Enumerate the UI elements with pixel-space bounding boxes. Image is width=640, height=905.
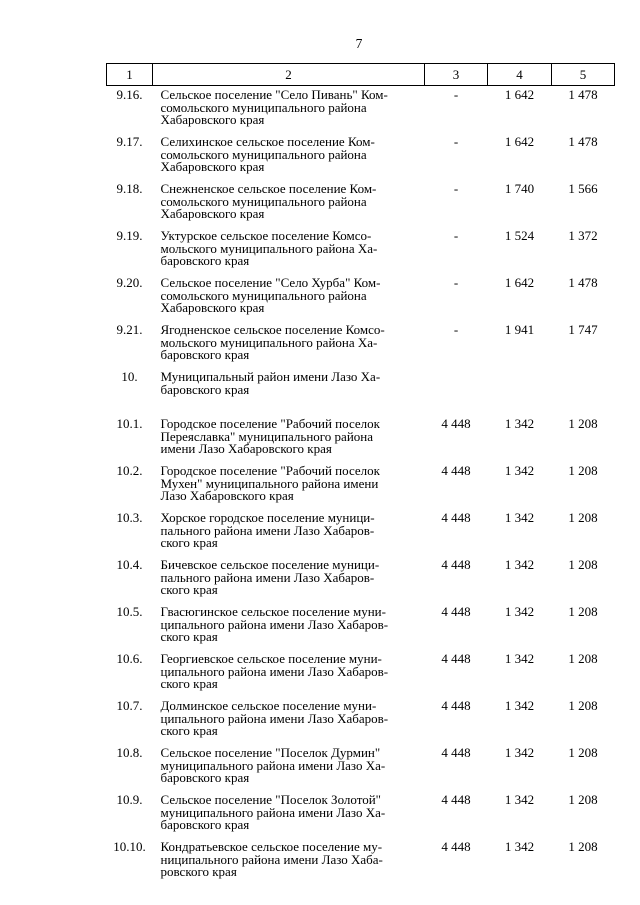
column-5-value-cell: 1 208 (568, 792, 598, 807)
column-4-value-cell: 1 342 (504, 416, 535, 431)
column-3-value-cell: 4 448 (441, 604, 471, 619)
column-3-value-cell: 4 448 (441, 792, 471, 807)
column-5-value-cell: 1 478 (568, 134, 598, 149)
column-4-value-cell: 1 342 (504, 745, 535, 760)
column-5-value-cell: 1 208 (568, 698, 598, 713)
table-row (107, 651, 615, 698)
column-5-value-cell: 1 208 (568, 510, 598, 525)
column-4-value-cell: 1 342 (504, 510, 535, 525)
row-number-cell: 10.6. (116, 651, 143, 666)
row-number-cell: 10.7. (116, 698, 143, 713)
table-header-row (107, 64, 615, 86)
settlement-name-cell: Гвасюгинское сельское поселение муни- ципального района имени Лазо Хабаров- ского края (160, 604, 389, 644)
column-3-value-cell (425, 369, 488, 416)
row-number-cell: 9.21. (116, 322, 143, 337)
column-4-value-cell: 1 642 (504, 275, 535, 290)
settlement-name-cell: Уктурское сельское поселение Комсо- мольского муниципального района Ха- баровского края (160, 228, 378, 268)
settlement-name-cell: Городское поселение "Рабочий поселок Переяславка" муниципального района имени Лазо Хабаровского края (160, 416, 380, 456)
column-3-value-cell: 4 448 (441, 416, 471, 431)
column-header: 1 (107, 64, 153, 86)
column-4-value-cell: 1 342 (504, 604, 535, 619)
column-4-value-cell: 1 342 (504, 557, 535, 572)
column-4-value-cell: 1 642 (504, 87, 535, 102)
column-header: 3 (425, 64, 488, 86)
column-3-value-cell: 4 448 (441, 698, 471, 713)
settlement-name-cell: Сельское поселение "Поселок Золотой" муниципального района имени Лазо Ха- баровского края (160, 792, 386, 832)
column-4-value-cell (488, 369, 552, 416)
settlement-name-cell: Селихинское сельское поселение Ком- сомольского муниципального района Хабаровского края (160, 134, 375, 174)
row-number-cell: 10.10. (113, 839, 146, 854)
table-row (107, 369, 615, 416)
column-5-value-cell: 1 208 (568, 463, 598, 478)
page-number: 7 (355, 36, 363, 51)
column-4-value-cell: 1 642 (504, 134, 535, 149)
table-row (107, 792, 615, 839)
table-row (107, 698, 615, 745)
row-number-cell: 9.16. (116, 87, 143, 102)
column-3-value-cell: - (453, 275, 459, 290)
row-number-cell: 10.3. (116, 510, 143, 525)
row-number-cell: 9.17. (116, 134, 143, 149)
settlement-name-cell: Сельское поселение "Поселок Дурмин" муниципального района имени Лазо Ха- баровского края (160, 745, 386, 785)
settlement-name-cell: Кондратьевское сельское поселение му- ниципального района имени Лазо Хаба- ровского края (160, 839, 383, 879)
table-row (107, 181, 615, 228)
table-row (107, 510, 615, 557)
settlement-name-cell: Бичевское сельское поселение муници- пального района имени Лазо Хабаров- ского края (160, 557, 380, 597)
row-number-cell: 10.8. (116, 745, 143, 760)
table-row (107, 416, 615, 463)
row-number-cell: 9.18. (116, 181, 143, 196)
column-4-value-cell: 1 342 (504, 792, 535, 807)
column-3-value-cell: 4 448 (441, 510, 471, 525)
table-row (107, 86, 615, 135)
row-number-cell: 10.2. (116, 463, 143, 478)
data-table (106, 63, 615, 886)
column-3-value-cell: 4 448 (441, 557, 471, 572)
settlement-name-cell: Георгиевское сельское поселение муни- ципального района имени Лазо Хабаров- ского края (160, 651, 389, 691)
table-body (107, 86, 615, 887)
column-3-value-cell: - (453, 87, 459, 102)
row-number-cell: 10. (121, 369, 138, 384)
settlement-name-cell: Сельское поселение "Село Пивань" Ком- сомольского муниципального района Хабаровского края (160, 87, 388, 127)
row-number-cell: 9.19. (116, 228, 143, 243)
row-number-cell: 10.4. (116, 557, 143, 572)
column-4-value-cell: 1 342 (504, 698, 535, 713)
row-number-cell: 10.9. (116, 792, 143, 807)
table-row (107, 745, 615, 792)
column-4-value-cell: 1 740 (504, 181, 535, 196)
settlement-name-cell: Хорское городское поселение муници- пального района имени Лазо Хабаров- ского края (160, 510, 375, 550)
column-5-value-cell: 1 747 (568, 322, 598, 337)
table-row (107, 604, 615, 651)
column-4-value-cell: 1 524 (504, 228, 535, 243)
row-number-cell: 9.20. (116, 275, 143, 290)
column-4-value-cell: 1 342 (504, 463, 535, 478)
column-5-value-cell: 1 478 (568, 87, 598, 102)
column-3-value-cell: - (453, 134, 459, 149)
table-row (107, 134, 615, 181)
column-3-value-cell: - (453, 181, 459, 196)
column-header: 2 (153, 64, 425, 86)
table-row (107, 228, 615, 275)
column-3-value-cell: 4 448 (441, 745, 471, 760)
table-row (107, 275, 615, 322)
column-header: 5 (552, 64, 615, 86)
column-3-value-cell: - (453, 322, 459, 337)
settlement-name-cell: Сельское поселение "Село Хурба" Ком- сомольского муниципального района Хабаровского края (160, 275, 381, 315)
row-number-cell: 10.1. (116, 416, 143, 431)
settlement-name-cell: Долминское сельское поселение муни- ципального района имени Лазо Хабаров- ского края (160, 698, 389, 738)
column-5-value-cell: 1 208 (568, 604, 598, 619)
column-3-value-cell: 4 448 (441, 651, 471, 666)
column-4-value-cell: 1 342 (504, 651, 535, 666)
column-3-value-cell: 4 448 (441, 839, 471, 854)
settlement-name-cell: Снежненское сельское поселение Ком- сомольского муниципального района Хабаровского края (160, 181, 377, 221)
column-5-value-cell: 1 372 (568, 228, 598, 243)
settlement-name-cell: Ягодненское сельское поселение Комсо- мольского муниципального района Ха- баровского края (160, 322, 385, 362)
column-4-value-cell: 1 342 (504, 839, 535, 854)
column-3-value-cell: - (453, 228, 459, 243)
column-3-value-cell: 4 448 (441, 463, 471, 478)
table-row (107, 557, 615, 604)
column-5-value-cell: 1 478 (568, 275, 598, 290)
row-number-cell: 10.5. (116, 604, 143, 619)
table-row (107, 839, 615, 886)
column-5-value-cell (552, 369, 615, 416)
column-header: 4 (488, 64, 552, 86)
settlement-name-cell: Муниципальный район имени Лазо Ха- баровского края (160, 369, 381, 397)
settlement-name-cell: Городское поселение "Рабочий поселок Мухен" муниципального района имени Лазо Хабаровского края (160, 463, 380, 503)
column-5-value-cell: 1 208 (568, 557, 598, 572)
table-row (107, 322, 615, 369)
column-5-value-cell: 1 566 (568, 181, 598, 196)
table-row (107, 463, 615, 510)
column-5-value-cell: 1 208 (568, 839, 598, 854)
column-5-value-cell: 1 208 (568, 416, 598, 431)
column-5-value-cell: 1 208 (568, 651, 598, 666)
column-5-value-cell: 1 208 (568, 745, 598, 760)
column-4-value-cell: 1 941 (504, 322, 535, 337)
